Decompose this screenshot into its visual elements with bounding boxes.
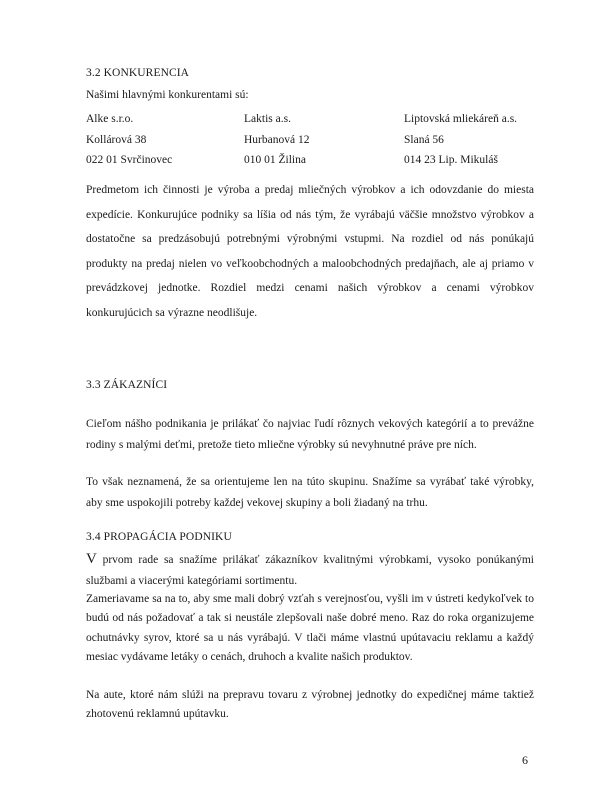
- competitor-street-row: [86, 130, 534, 151]
- competitor-street: Slaná 56: [404, 133, 444, 146]
- competitor-city-row: [86, 150, 534, 171]
- customers-paragraph-1: Cieľom nášho podnikania je prilákať čo najviac ľudí rôznych vekových kategórií a to prevážne rodiny s malými deťmi, pretože tieto mliečne výrobky sú nevyhnutné práve pre ních.: [86, 418, 534, 451]
- competition-intro: Našimi hlavnými konkurentami sú:: [86, 89, 249, 101]
- customers-paragraph-2: To však neznamená, že sa orientujeme len na túto skupinu. Snažíme sa vyrábať také výrobky, aby sme uspokojili potreby každej vekovej skupiny a boli žiadaný na trhu.: [86, 476, 534, 509]
- competition-paragraph: Predmetom ich činnosti je výroba a predaj mliečných výrobkov a ich odovzdanie do miesta expedície. Konkurujúce podniky sa líšia od nás tým, že vyrábajú väčšie množstvo výrobkov a dostatočne sa predzásobujú potrebnými výrobnými vstupmi. Na rozdiel od nás ponúkajú produkty na predaj nielen vo veľkoobchodných a maloobchodných predajňach, ale aj priamo v prevádzkovej jednotke. Rozdiel medzi cenami našich výrobkov a cenami výrobkov konkurujúcich sa výrazne neodlišuje.: [86, 184, 534, 319]
- drop-initial: V: [86, 551, 97, 567]
- competitor-name: Liptovská mliekáreň a.s.: [404, 113, 518, 125]
- promotion-paragraph-3: Na aute, ktoré nám slúži na prepravu tovaru z výrobnej jednotky do expedičnej máme taktiež zhotovenú reklamnú upútavku.: [86, 689, 534, 721]
- section-heading-promotion: 3.4 PROPAGÁCIA PODNIKU: [86, 531, 232, 543]
- competitor-name: Alke s.r.o.: [86, 113, 134, 125]
- promotion-paragraph-2: Zameriavame sa na to, aby sme mali dobrý vzťah s verejnosťou, vyšli im v ústreti kedykoľvek to budú od nás požadovať a tak si neustále zlepšovali naše dobré meno. Raz do roka organizujeme ochutnávky syrov, ktoré sa u nás vyrábajú. V tlači máme vlastnú upútavaciu reklamu a každý mesiac vydávame letáky o cenách, druhoch a kvalite našich produktov.: [86, 593, 534, 664]
- promotion-paragraph-1-text: prvom rade sa snažíme prilákať zákazníkov kvalitnými výrobkami, vysoko ponúkanými službami a viacerými kategóriami sortimentu.: [86, 554, 534, 587]
- competitor-street: Hurbanová 12: [244, 133, 310, 146]
- competitor-name-row: [86, 109, 534, 130]
- competitor-city: 014 23 Lip. Mikuláš: [404, 154, 498, 166]
- section-heading-competition: 3.2 KONKURENCIA: [86, 67, 190, 79]
- competitor-name: Laktis a.s.: [244, 113, 291, 125]
- competitor-city: 010 01 Žilina: [244, 154, 306, 166]
- competitors-table: [86, 109, 534, 171]
- competitor-street: Kollárová 38: [86, 133, 147, 146]
- page-number: 6: [522, 753, 528, 767]
- section-heading-customers: 3.3 ZÁKAZNÍCI: [86, 379, 168, 391]
- competitor-city: 022 01 Svrčinovec: [86, 154, 173, 166]
- promotion-paragraph-1: [86, 549, 534, 591]
